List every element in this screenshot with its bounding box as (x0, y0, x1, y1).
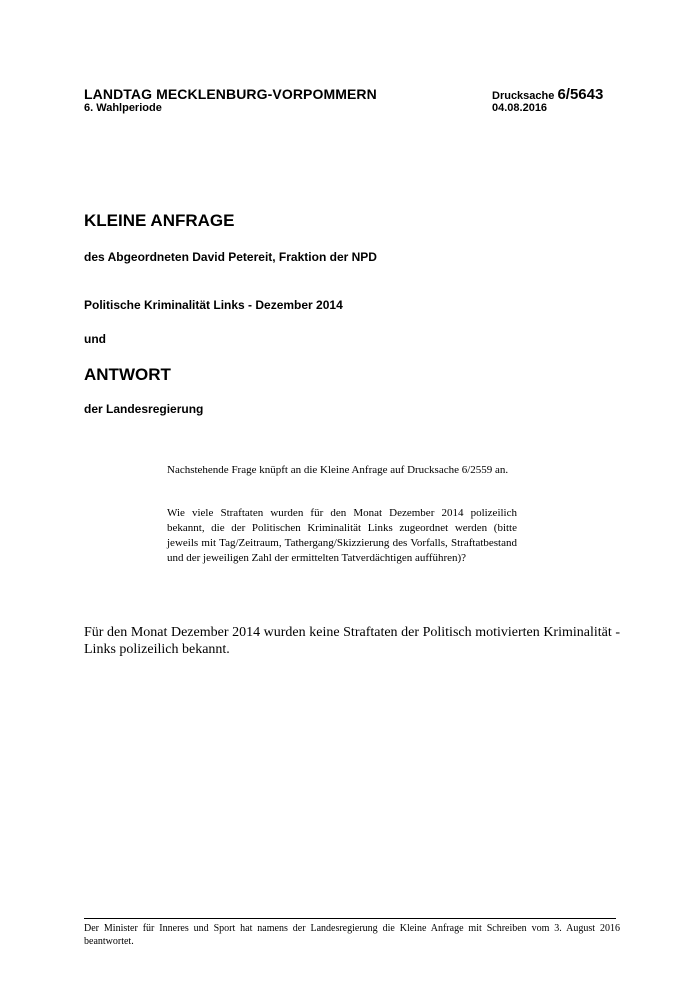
footnote-text: Der Minister für Inneres und Sport hat namens der Landesregierung die Kleine Anfrage mit Schreiben vom 3. August 2016 beantwortet. (84, 923, 620, 947)
question-text: Wie viele Straftaten wurden für den Monat Dezember 2014 polizeilich bekannt, die der Politischen Kriminalität Links zugeordnet werden (bitte jeweils mit Tag/Zeitraum, Tathergang/Skizzierung des Vorfalls, Straftatbestand und der jeweiligen Zahl der ermittelten Tatverdächtigen aufführen)? (167, 507, 517, 564)
document-date: 04.08.2016 (492, 102, 548, 114)
answer-text: Für den Monat Dezember 2014 wurden keine Straftaten der Politisch motivierten Kriminalität - Links polizeilich bekannt. (84, 625, 620, 657)
subject-line: Politische Kriminalität Links - Dezember 2014 (84, 298, 343, 312)
drucksache-label: Drucksache (492, 90, 555, 102)
respondent-line: der Landesregierung (84, 402, 204, 416)
author-line: des Abgeordneten David Petereit, Fraktion der NPD (84, 250, 377, 264)
footnote-divider (84, 918, 616, 919)
drucksache-reference (492, 86, 603, 103)
question-intro: Nachstehende Frage knüpft an die Kleine Anfrage auf Drucksache 6/2559 an. (167, 464, 509, 476)
title-kleine-anfrage: KLEINE ANFRAGE (84, 211, 235, 230)
legislative-period: 6. Wahlperiode (84, 102, 162, 114)
title-antwort: ANTWORT (84, 365, 171, 384)
drucksache-number: 6/5643 (557, 86, 604, 103)
connector-und: und (84, 332, 106, 346)
organization-name: LANDTAG MECKLENBURG-VORPOMMERN (84, 86, 377, 102)
